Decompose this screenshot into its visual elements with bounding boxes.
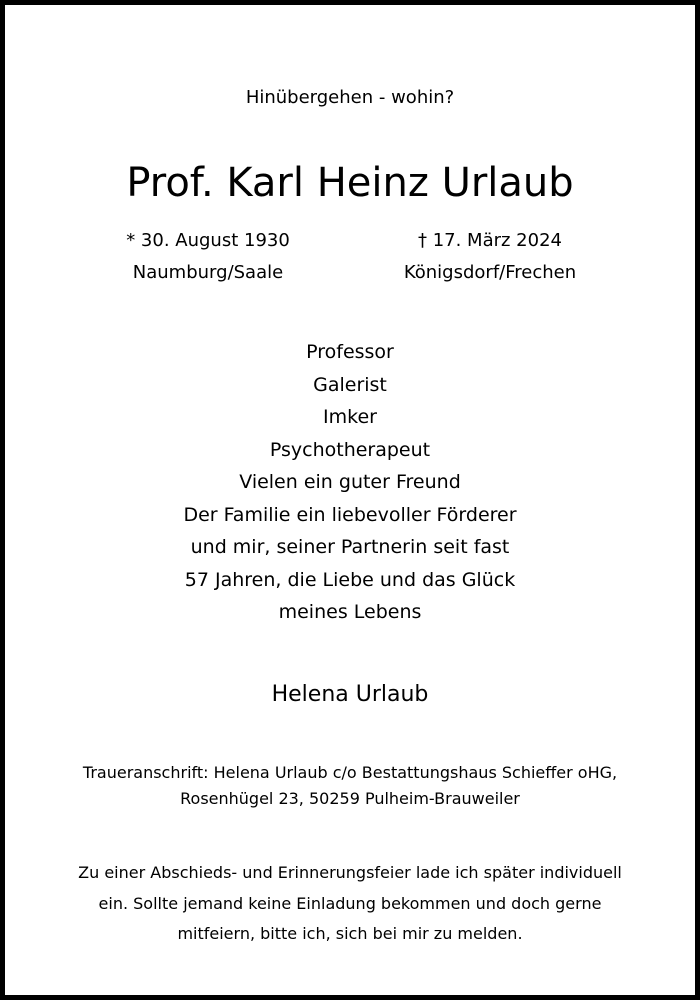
role-line: Psychotherapeut [269, 438, 431, 461]
birth-date: * 30. August 1930 [126, 230, 290, 251]
address-line-2: Rosenhügel 23, 50259 Pulheim-Brauweiler [180, 789, 520, 808]
role-line: Der Familie ein liebevoller Förderer [183, 503, 517, 526]
mourning-address [0, 760, 700, 812]
notice-line-1: Zu einer Abschieds- und Erinnerungsfeier lade ich später individuell [78, 863, 622, 882]
role-line: und mir, seiner Partnerin seit fast [190, 536, 510, 558]
signer-name: Helena Urlaub [271, 682, 429, 707]
role-line: Professor [306, 341, 394, 363]
address-line-1: Traueranschrift: Helena Urlaub c/o Bestattungshaus Schieffer oHG, [82, 763, 618, 782]
role-line: Imker [323, 406, 377, 428]
birth-place: Naumburg/Saale [132, 262, 284, 283]
deceased-name: Prof. Karl Heinz Urlaub [126, 160, 574, 206]
role-line: Galerist [313, 373, 387, 396]
roles-list [0, 336, 700, 629]
death-date: † 17. März 2024 [417, 230, 562, 251]
ceremony-notice [0, 858, 700, 950]
notice-line-3: mitfeiern, bitte ich, sich bei mir zu melden. [177, 924, 523, 943]
role-line: 57 Jahren, die Liebe und das Glück [184, 568, 516, 591]
death-place: Königsdorf/Frechen [403, 262, 577, 283]
motto-line: Hinübergehen - wohin? [245, 87, 455, 108]
role-line: Vielen ein guter Freund [239, 471, 461, 493]
notice-line-2: ein. Sollte jemand keine Einladung bekommen und doch gerne [98, 893, 602, 913]
role-line: meines Lebens [278, 601, 422, 623]
